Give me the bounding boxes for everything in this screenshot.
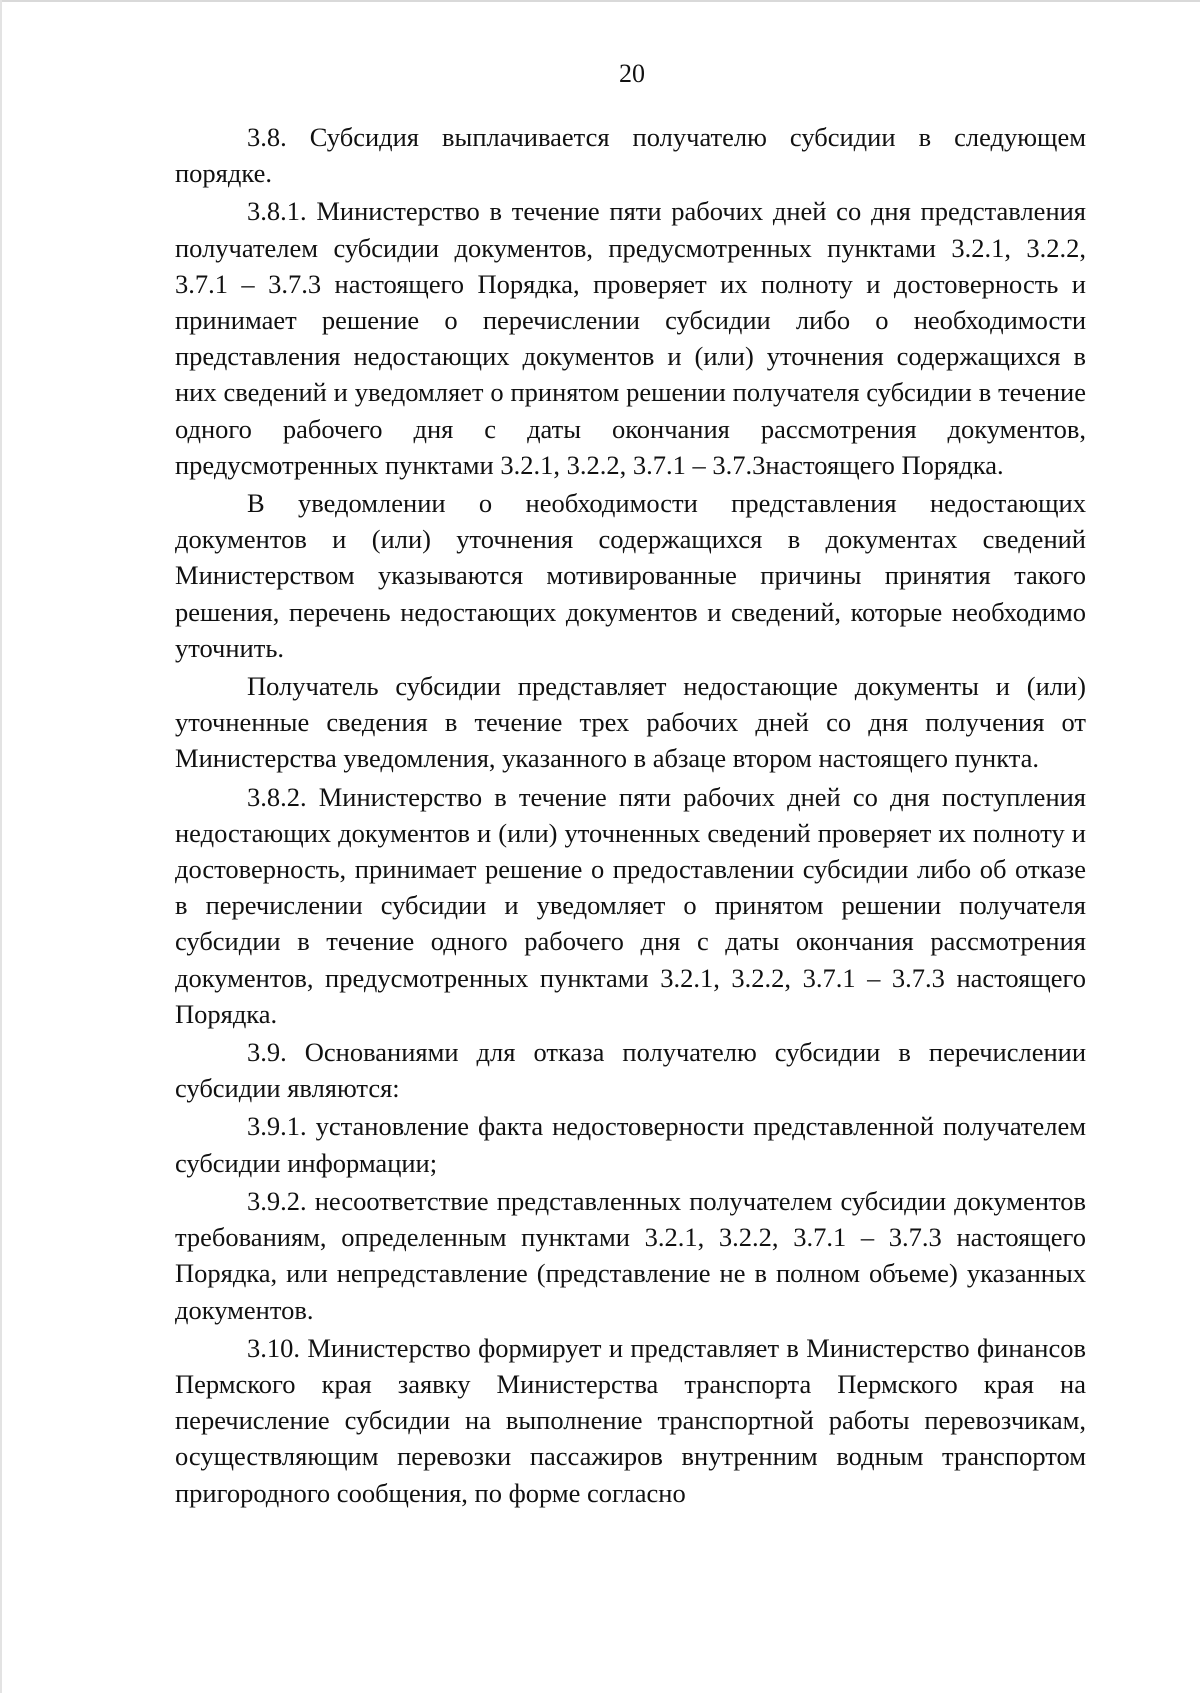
paragraph-notification: В уведомлении о необходимости представления недостающих документов и (или) уточнения содержащихся в документах сведений Министерством указываются мотивированные причины принятия такого решения, перечень недостающих документов и сведений, которые необходимо уточнить. xyxy=(175,488,1086,663)
page-number: 20 xyxy=(619,59,645,88)
paragraph-recipient: Получатель субсидии представляет недостающие документы и (или) уточненные сведения в течение трех рабочих дней со дня получения от Министерства уведомления, указанного в абзаце втором настоящего пункта. xyxy=(175,671,1086,774)
paragraph-3-9-1: 3.9.1. установление факта недостоверности представленной получателем субсидии информации; xyxy=(175,1111,1086,1178)
paragraph-3-9-2: 3.9.2. несоответствие представленных получателем субсидии документов требованиям, определенным пунктами 3.2.1, 3.2.2, 3.7.1 – 3.7.3 настоящего Порядка, или непредставление (представление не в полном объеме) указанных документов. xyxy=(175,1185,1086,1325)
scan-edge-left xyxy=(0,0,2,1693)
paragraph-3-10: 3.10. Министерство формирует и представляет в Министерство финансов Пермского края заявку Министерства транспорта Пермского края на перечисление субсидии на выполнение транспортной работы перевозчикам, осуществляющим перевозки пассажиров внутренним водным транспортом пригородного сообщения, по форме согласно xyxy=(175,1332,1086,1508)
paragraph-3-8-1: 3.8.1. Министерство в течение пяти рабочих дней со дня представления получателем субсидии документов, предусмотренных пунктами 3.2.1, 3.2.2, 3.7.1 – 3.7.3 настоящего Порядка, проверяет их полноту и достоверность и принимает решение о перечислении субсидии либо о необходимости представления недостающих документов и (или) уточнения содержащихся в них сведений и уведомляет о принятом решении получателя субсидии в течение одного рабочего дня с даты окончания рассмотрения документов, предусмотренных пунктами 3.2.1, 3.2.2, 3.7.1 – 3.7.3настоящего Порядка. xyxy=(175,196,1086,480)
scan-edge-top xyxy=(0,0,1200,2)
paragraph-3-8: 3.8. Субсидия выплачивается получателю субсидии в следующем порядке. xyxy=(175,122,1086,189)
document-body xyxy=(175,119,1086,1513)
paragraph-3-9: 3.9. Основаниями для отказа получателю субсидии в перечислении субсидии являются: xyxy=(175,1037,1086,1104)
paragraph-3-8-2: 3.8.2. Министерство в течение пяти рабочих дней со дня поступления недостающих документов и (или) уточненных сведений проверяет их полноту и достоверность, принимает решение о предоставлении субсидии либо об отказе в перечислении субсидии и уведомляет о принятом решении получателя субсидии в течение одного рабочего дня с даты окончания рассмотрения документов, предусмотренных пунктами 3.2.1, 3.2.2, 3.7.1 – 3.7.3 настоящего Порядка. xyxy=(175,781,1086,1029)
